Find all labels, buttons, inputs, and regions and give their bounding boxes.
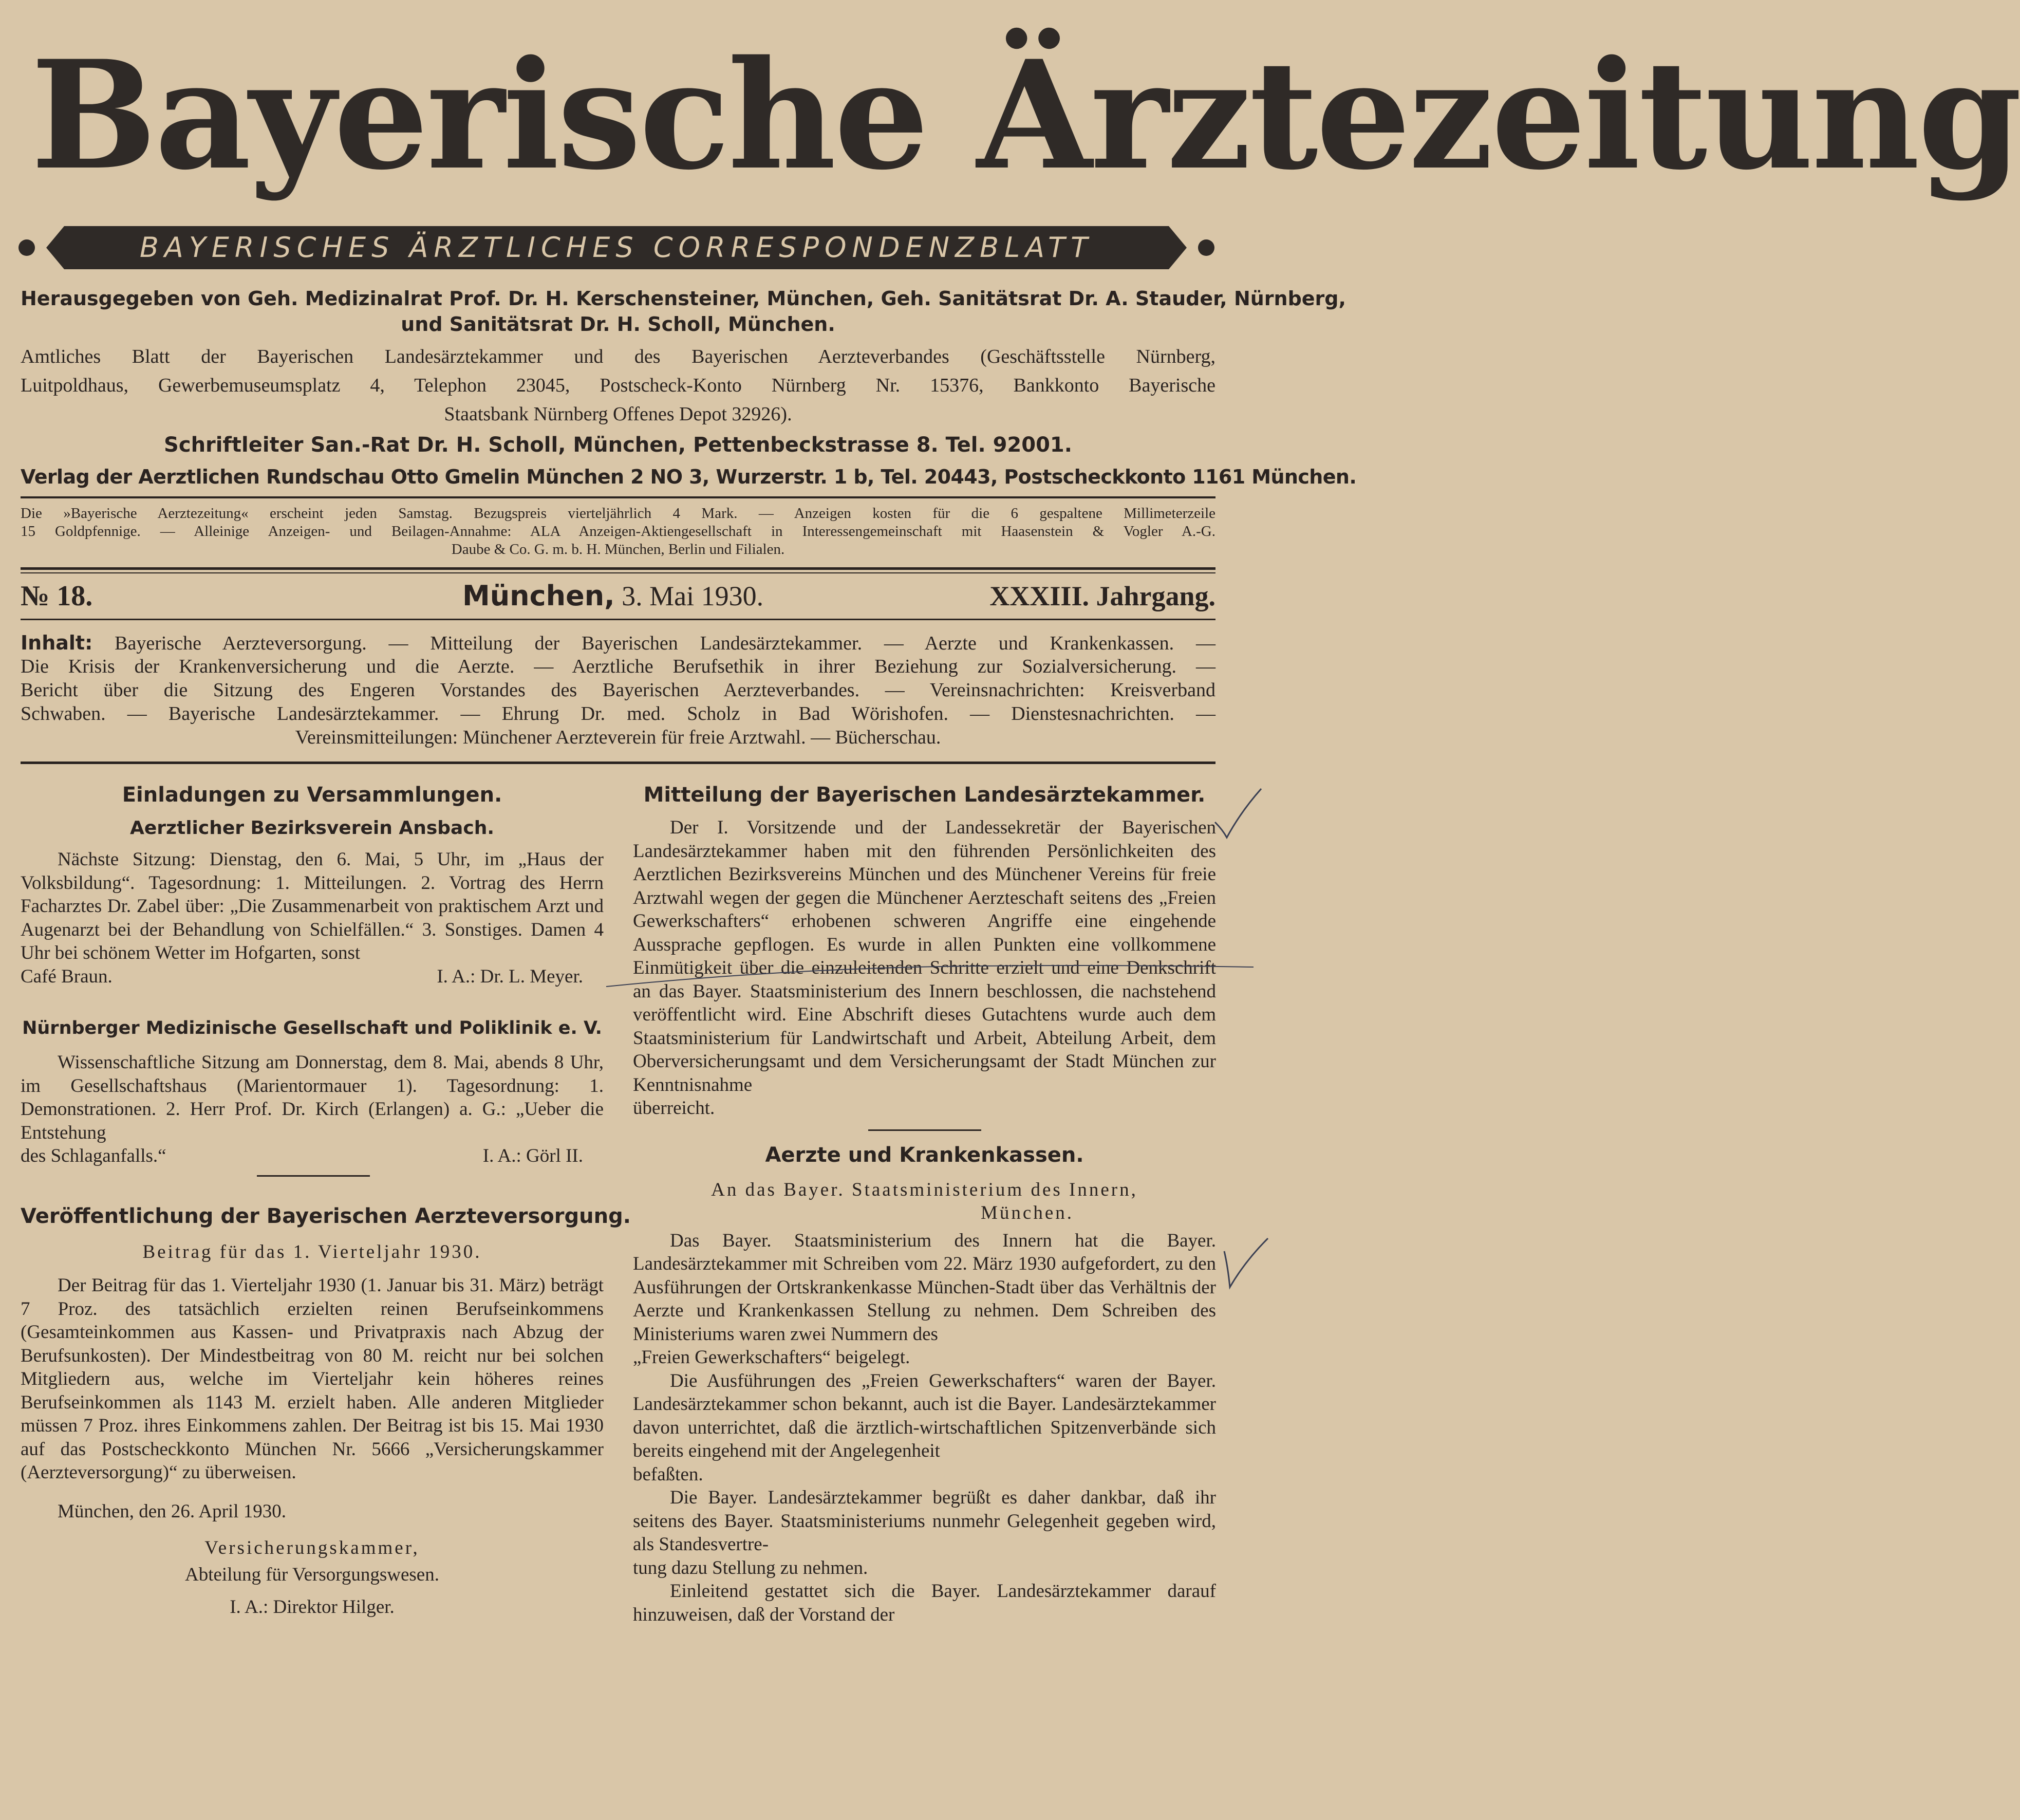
left-section-2-subtitle: Nürnberger Medizinische Gesellschaft und Poliklinik e. V.: [22, 1018, 602, 1038]
right-section-2-paragraph-1-last: „Freien Gewerkschafters“ beigelegt.: [633, 1347, 910, 1368]
left-section-3-title: Veröffentlichung der Bayerischen Aerzteversorgung.: [21, 1204, 631, 1228]
issue-rule-top-thin: [21, 572, 1215, 573]
masthead-subtitle: BAYERISCHES ÄRZTLICHES CORRESPONDENZBLATT: [139, 231, 1094, 264]
official-line-1: Amtliches Blatt der Bayerischen Landesärztekammer und des Bayerischen Aerzteverbandes (Geschäftsstelle Nürnberg,: [21, 346, 1215, 367]
left-section-1-body: Nächste Sitzung: Dienstag, den 6. Mai, 5 Uhr, im „Haus der Volksbildung“. Tagesordnung: 1. Mitteilungen. 2. Vortrag des Herrn Facharztes Dr. Zabel über: „Die Zusammenarbeit von praktischem Arzt und Augenarzt bei der Behandlung von Schielfällen.“ 3. Sonstiges. Damen 4 Uhr bei schönem Wetter im Hofgarten, sonst: [21, 849, 604, 963]
right-section-2-address-1: An das Bayer. Staatsministerium des Innern,: [711, 1179, 1138, 1200]
left-column: [21, 781, 631, 1619]
contents-text-1: Bayerische Aerzteversorgung. — Mitteilung der Bayerischen Landesärztekammer. — Aerzte und Krankenkassen. —: [115, 633, 1216, 654]
right-section-2-address-2: München.: [981, 1202, 1074, 1223]
left-section-1-subtitle: Aerztlicher Bezirksverein Ansbach.: [130, 818, 494, 839]
left-section-3-place-date: München, den 26. April 1930.: [58, 1500, 286, 1522]
handwritten-underline-stroke: [606, 956, 1259, 992]
left-section-2-signature: I. A.: Görl II.: [482, 1145, 583, 1166]
left-section-2-body: Wissenschaftliche Sitzung am Donnerstag, dem 8. Mai, abends 8 Uhr, im Gesellschaftshaus (Marientormauer 1). Tagesordnung: 1. Demonstrationen. 2. Herr Prof. Dr. Kirch (Erlangen) a. G.: „Ueber die Entstehung: [21, 1052, 604, 1143]
right-section-1-title: Mitteilung der Bayerischen Landesärztekammer.: [643, 783, 1206, 807]
masthead-banner: [15, 225, 1218, 270]
issue-volume: XXXIII. Jahrgang.: [989, 581, 1215, 611]
issue-date: [462, 578, 763, 615]
issue-date-text: 3. Mai 1930.: [622, 581, 764, 611]
left-section-3-org-1: Versicherungskammer,: [204, 1537, 420, 1558]
header-rule: [21, 496, 1215, 498]
right-section-2-paragraph-4: Einleitend gestattet sich die Bayer. Landesärztekammer darauf hinzuweisen, daß der Vorstand der: [633, 1581, 1216, 1625]
issue-rule-bottom: [21, 619, 1215, 620]
right-section-2-paragraph-3: Die Bayer. Landesärztekammer begrüßt es daher dankbar, daß ihr seitens des Bayer. Staatsministeriums nunmehr Gelegenheit gegeben wird, als Standesvertre-: [633, 1487, 1216, 1555]
subscription-line-1: Die »Bayerische Aerztezeitung« erscheint jeden Samstag. Bezugspreis vierteljährlich 4 Mark. — Anzeigen kosten für die 6 gespaltene Millimeterzeile: [21, 505, 1215, 522]
contents-line-2: Die Krisis der Krankenversicherung und die Aerzte. — Aerztliche Berufsethik in ihrer Beziehung zur Sozialversicherung. —: [21, 656, 1215, 677]
subscription-line-3: Daube & Co. G. m. b. H. München, Berlin und Filialen.: [451, 541, 785, 558]
issue-number: № 18.: [21, 580, 93, 612]
masthead-title: Bayerische Ärztezeitung: [31, 28, 2020, 203]
official-line-2: Luitpoldhaus, Gewerbemuseumsplatz 4, Telephon 23045, Postscheck-Konto Nürnberg Nr. 15376, Bankkonto Bayerische: [21, 375, 1215, 396]
issue-rule-top: [21, 567, 1215, 570]
right-section-2-paragraph-3-last: tung dazu Stellung zu nehmen.: [633, 1557, 868, 1578]
official-line-3: Staatsbank Nürnberg Offenes Depot 32926).: [444, 403, 792, 425]
contents-line-3: Bericht über die Sitzung des Engeren Vorstandes des Bayerischen Aerzteverbandes. — Vereinsnachrichten: Kreisverband: [21, 679, 1215, 701]
right-section-1-body: Der I. Vorsitzende und der Landessekretär der Bayerischen Landesärztekammer haben mit den führenden Persönlichkeiten des Aerztlichen Bezirksvereins München und des Münchener Vereins für freie Arztwahl wegen der gegen die Münchener Aerzteschaft seitens des „Freien Gewerkschafters“ erhobenen schweren Angriffe eine eingehende Aussprache gepflogen. Es wurde in allen Punkten eine vollkommene Einmütigkeit über die einzuleitenden Schritte erzielt und eine Denkschrift an das Bayer. Staatsministerium des Innern beschlossen, die nachstehend veröffentlicht wird. Eine Abschrift dieses Gutachtens wurde auch dem Staatsministerium für Landwirtschaft und Arbeit, Abteilung Arbeit, dem Oberversicherungsamt und dem Versicherungsamt der Stadt München zur Kenntnisnahme: [633, 817, 1216, 1095]
right-divider: [868, 1129, 981, 1131]
contents-rule: [21, 762, 1215, 764]
left-section-1-last-line: Café Braun.: [21, 965, 113, 987]
right-column: [633, 781, 1216, 1626]
right-section-2-paragraph-1: Das Bayer. Staatsministerium des Innern hat die Bayer. Landesärztekammer mit Schreiben vom 22. März 1930 aufgefordert, zu den Ausführungen der Ortskrankenkasse München-Stadt über das Verhältnis der Aerzte und Krankenkassen Stellung zu nehmen. Dem Schreiben des Ministeriums waren zwei Nummern des: [633, 1230, 1216, 1345]
publisher-line: Verlag der Aerztlichen Rundschau Otto Gmelin München 2 NO 3, Wurzerstr. 1 b, Tel. 20443, Postscheckkonto 1161 München.: [21, 466, 1357, 488]
left-section-1-signature: I. A.: Dr. L. Meyer.: [437, 965, 583, 987]
contents-line-4: Schwaben. — Bayerische Landesärztekammer. — Ehrung Dr. med. Scholz in Bad Wörishofen. — Dienstesnachrichten. —: [21, 703, 1215, 725]
right-section-2-paragraph-2: Die Ausführungen des „Freien Gewerkschafters“ waren der Bayer. Landesärztekammer schon bekannt, auch ist die Bayer. Landesärztekammer davon unterrichtet, daß die ärztlich-wirtschaftlichen Spitzenverbände sich bereits eingehend mit der Angelegenheit: [633, 1370, 1216, 1461]
left-section-3-signature: I. A.: Direktor Hilger.: [230, 1596, 395, 1618]
handwritten-check-1: [1212, 786, 1264, 843]
left-section-2-last-line: des Schlaganfalls.“: [21, 1145, 166, 1166]
issue-city: München,: [462, 580, 615, 612]
right-section-1-last-line: überreicht.: [633, 1098, 715, 1119]
left-section-1-title: Einladungen zu Versammlungen.: [122, 783, 502, 807]
subscription-line-2: 15 Goldpfennige. — Alleinige Anzeigen- und Beilagen-Annahme: ALA Anzeigen-Aktiengesellschaft in Interessengemeinschaft mit Haasenstein & Vogler A.-G.: [21, 523, 1215, 540]
editor-in-chief-line: Schriftleiter San.-Rat Dr. H. Scholl, München, Pettenbeckstrasse 8. Tel. 92001.: [164, 433, 1072, 457]
right-section-2-title: Aerzte und Krankenkassen.: [765, 1143, 1084, 1167]
left-section-3-body: Der Beitrag für das 1. Vierteljahr 1930 (1. Januar bis 31. März) beträgt 7 Proz. des tatsächlich erzielten reinen Berufseinkommens (Gesamteinkommen aus Kassen- und Privatpraxis nach Abzug der Berufsunkosten). Der Mindestbeitrag von 80 M. reicht nur bei solchen Mitgliedern aus, welche im Vierteljahr kein höheres reines Berufseinkommen als 1143 M. erzielt haben. Alle anderen Mitglieder müssen 7 Proz. ihres Einkommens zahlen. Der Beitrag ist bis 15. Mai 1930 auf das Postscheckkonto München Nr. 5666 „Versicherungskammer (Aerzteversorgung)“ zu überweisen.: [21, 1275, 604, 1483]
contents-line-5: Vereinsmitteilungen: Münchener Aerzteverein für freie Arztwahl. — Bücherschau.: [295, 727, 941, 748]
right-section-2-paragraph-2-last: befaßten.: [633, 1463, 703, 1485]
left-section-2-signature-row: [21, 1144, 604, 1168]
handwritten-check-2: [1222, 1236, 1273, 1292]
editors-line-1: Herausgegeben von Geh. Medizinalrat Prof. Dr. H. Kerschensteiner, München, Geh. Sanitätsrat Dr. A. Stauder, Nürnberg,: [21, 287, 1346, 310]
left-section-1-signature-row: [21, 965, 604, 989]
left-section-3-org-2: Abteilung für Versorgungswesen.: [185, 1564, 439, 1585]
contents-label: Inhalt:: [21, 632, 93, 654]
left-divider: [257, 1175, 370, 1177]
editors-line-2: und Sanitätsrat Dr. H. Scholl, München.: [401, 313, 835, 336]
left-section-3-subtitle: Beitrag für das 1. Vierteljahr 1930.: [142, 1241, 482, 1262]
contents-line-1: [21, 631, 1215, 655]
